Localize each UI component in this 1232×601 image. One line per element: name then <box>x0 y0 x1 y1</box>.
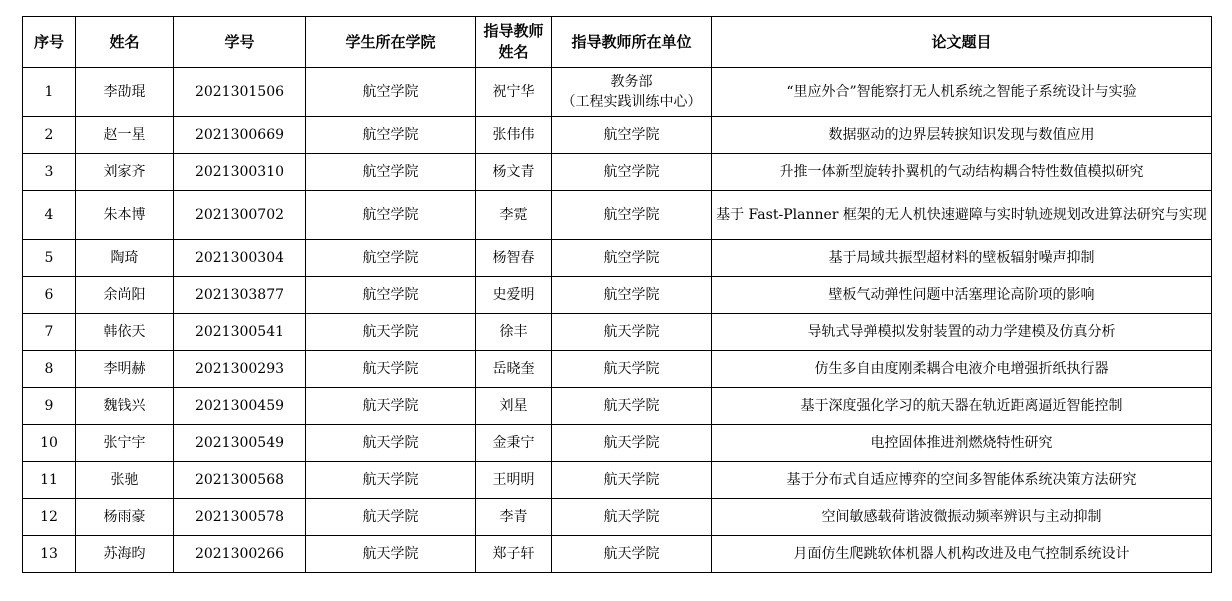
cell-name: 赵一星 <box>76 117 174 154</box>
cell-advisor-unit: 航天学院 <box>552 388 712 425</box>
cell-seq: 2 <box>23 117 76 154</box>
cell-advisor-unit: 航空学院 <box>552 277 712 314</box>
cell-advisor: 李霓 <box>476 191 552 240</box>
cell-thesis: 基于局域共振型超材料的壁板辐射噪声抑制 <box>712 240 1212 277</box>
cell-thesis: 壁板气动弹性问题中活塞理论高阶项的影响 <box>712 277 1212 314</box>
cell-advisor-unit: 航天学院 <box>552 351 712 388</box>
cell-college: 航天学院 <box>306 351 476 388</box>
cell-college: 航天学院 <box>306 499 476 536</box>
cell-advisor: 岳晓奎 <box>476 351 552 388</box>
cell-seq: 7 <box>23 314 76 351</box>
cell-advisor: 王明明 <box>476 462 552 499</box>
cell-advisor: 郑子轩 <box>476 536 552 573</box>
cell-name: 李劭琨 <box>76 68 174 117</box>
table-row <box>23 462 1212 499</box>
cell-seq: 4 <box>23 191 76 240</box>
cell-thesis: 仿生多自由度刚柔耦合电液介电增强折纸执行器 <box>712 351 1212 388</box>
table-row <box>23 240 1212 277</box>
table-row <box>23 351 1212 388</box>
cell-college: 航天学院 <box>306 536 476 573</box>
table-row <box>23 154 1212 191</box>
cell-advisor-unit <box>552 68 712 117</box>
cell-college: 航天学院 <box>306 462 476 499</box>
cell-seq: 10 <box>23 425 76 462</box>
header-college: 学生所在学院 <box>306 17 476 68</box>
table-row <box>23 68 1212 117</box>
cell-thesis: 导轨式导弹模拟发射装置的动力学建模及仿真分析 <box>712 314 1212 351</box>
cell-student-id: 2021300578 <box>174 499 306 536</box>
cell-thesis: 升推一体新型旋转扑翼机的气动结构耦合特性数值模拟研究 <box>712 154 1212 191</box>
cell-thesis: 电控固体推进剂燃烧特性研究 <box>712 425 1212 462</box>
cell-college: 航天学院 <box>306 388 476 425</box>
cell-student-id: 2021300669 <box>174 117 306 154</box>
cell-advisor-unit: 航天学院 <box>552 425 712 462</box>
table-row <box>23 191 1212 240</box>
cell-college: 航空学院 <box>306 191 476 240</box>
cell-seq: 9 <box>23 388 76 425</box>
cell-seq: 12 <box>23 499 76 536</box>
cell-thesis: “里应外合”智能察打无人机系统之智能子系统设计与实验 <box>712 68 1212 117</box>
cell-advisor-unit: 航空学院 <box>552 154 712 191</box>
table-row <box>23 499 1212 536</box>
cell-seq: 5 <box>23 240 76 277</box>
cell-student-id: 2021300549 <box>174 425 306 462</box>
cell-name: 韩依天 <box>76 314 174 351</box>
cell-name: 张宁宇 <box>76 425 174 462</box>
cell-advisor: 李青 <box>476 499 552 536</box>
advisor-unit-sub: （工程实践训练中心） <box>561 94 702 110</box>
cell-student-id: 2021300266 <box>174 536 306 573</box>
cell-seq: 8 <box>23 351 76 388</box>
cell-name: 朱本博 <box>76 191 174 240</box>
cell-advisor: 杨智春 <box>476 240 552 277</box>
cell-thesis: 数据驱动的边界层转捩知识发现与数值应用 <box>712 117 1212 154</box>
cell-advisor: 金秉宁 <box>476 425 552 462</box>
table-header-row <box>23 17 1212 68</box>
cell-student-id: 2021300304 <box>174 240 306 277</box>
header-advisor: 指导教师姓名 <box>476 17 552 68</box>
cell-student-id: 2021300541 <box>174 314 306 351</box>
cell-advisor: 张伟伟 <box>476 117 552 154</box>
cell-seq: 3 <box>23 154 76 191</box>
cell-advisor-unit: 航空学院 <box>552 240 712 277</box>
cell-thesis: 基于分布式自适应博弈的空间多智能体系统决策方法研究 <box>712 462 1212 499</box>
cell-college: 航空学院 <box>306 68 476 117</box>
table-row <box>23 425 1212 462</box>
cell-advisor-unit: 航空学院 <box>552 117 712 154</box>
cell-advisor-unit: 航天学院 <box>552 536 712 573</box>
header-seq: 序号 <box>23 17 76 68</box>
cell-advisor-unit: 航天学院 <box>552 314 712 351</box>
cell-college: 航空学院 <box>306 117 476 154</box>
cell-advisor: 史爱明 <box>476 277 552 314</box>
cell-name: 李明赫 <box>76 351 174 388</box>
cell-seq: 6 <box>23 277 76 314</box>
table-row <box>23 314 1212 351</box>
cell-student-id: 2021301506 <box>174 68 306 117</box>
cell-name: 余尚阳 <box>76 277 174 314</box>
cell-thesis: 基于深度强化学习的航天器在轨近距离逼近智能控制 <box>712 388 1212 425</box>
cell-advisor-unit: 航空学院 <box>552 191 712 240</box>
cell-name: 魏钱兴 <box>76 388 174 425</box>
cell-college: 航空学院 <box>306 154 476 191</box>
cell-name: 刘家齐 <box>76 154 174 191</box>
cell-advisor: 杨文青 <box>476 154 552 191</box>
cell-college: 航天学院 <box>306 425 476 462</box>
cell-college: 航天学院 <box>306 314 476 351</box>
cell-thesis: 月面仿生爬跳软体机器人机构改进及电气控制系统设计 <box>712 536 1212 573</box>
advisor-unit-main: 教务部 <box>610 74 653 90</box>
cell-student-id: 2021300293 <box>174 351 306 388</box>
cell-advisor: 徐丰 <box>476 314 552 351</box>
cell-college: 航空学院 <box>306 277 476 314</box>
table-row <box>23 277 1212 314</box>
table-row <box>23 117 1212 154</box>
cell-student-id: 2021300702 <box>174 191 306 240</box>
cell-seq: 1 <box>23 68 76 117</box>
cell-student-id: 2021300568 <box>174 462 306 499</box>
cell-advisor-unit: 航天学院 <box>552 499 712 536</box>
cell-advisor-unit: 航天学院 <box>552 462 712 499</box>
cell-college: 航空学院 <box>306 240 476 277</box>
cell-name: 张驰 <box>76 462 174 499</box>
cell-student-id: 2021300459 <box>174 388 306 425</box>
header-thesis: 论文题目 <box>712 17 1212 68</box>
cell-name: 杨雨豪 <box>76 499 174 536</box>
cell-advisor: 刘星 <box>476 388 552 425</box>
cell-seq: 11 <box>23 462 76 499</box>
thesis-roster-table <box>22 16 1212 573</box>
cell-thesis: 空间敏感载荷谐波微振动频率辨识与主动抑制 <box>712 499 1212 536</box>
header-advisor-unit: 指导教师所在单位 <box>552 17 712 68</box>
header-student-id: 学号 <box>174 17 306 68</box>
cell-name: 陶琦 <box>76 240 174 277</box>
cell-thesis: 基于 Fast-Planner 框架的无人机快速避障与实时轨迹规划改进算法研究与实现 <box>712 191 1212 240</box>
table-row <box>23 536 1212 573</box>
cell-seq: 13 <box>23 536 76 573</box>
cell-student-id: 2021300310 <box>174 154 306 191</box>
header-name: 姓名 <box>76 17 174 68</box>
cell-name: 苏海昀 <box>76 536 174 573</box>
table-row <box>23 388 1212 425</box>
cell-student-id: 2021303877 <box>174 277 306 314</box>
cell-advisor: 祝宁华 <box>476 68 552 117</box>
